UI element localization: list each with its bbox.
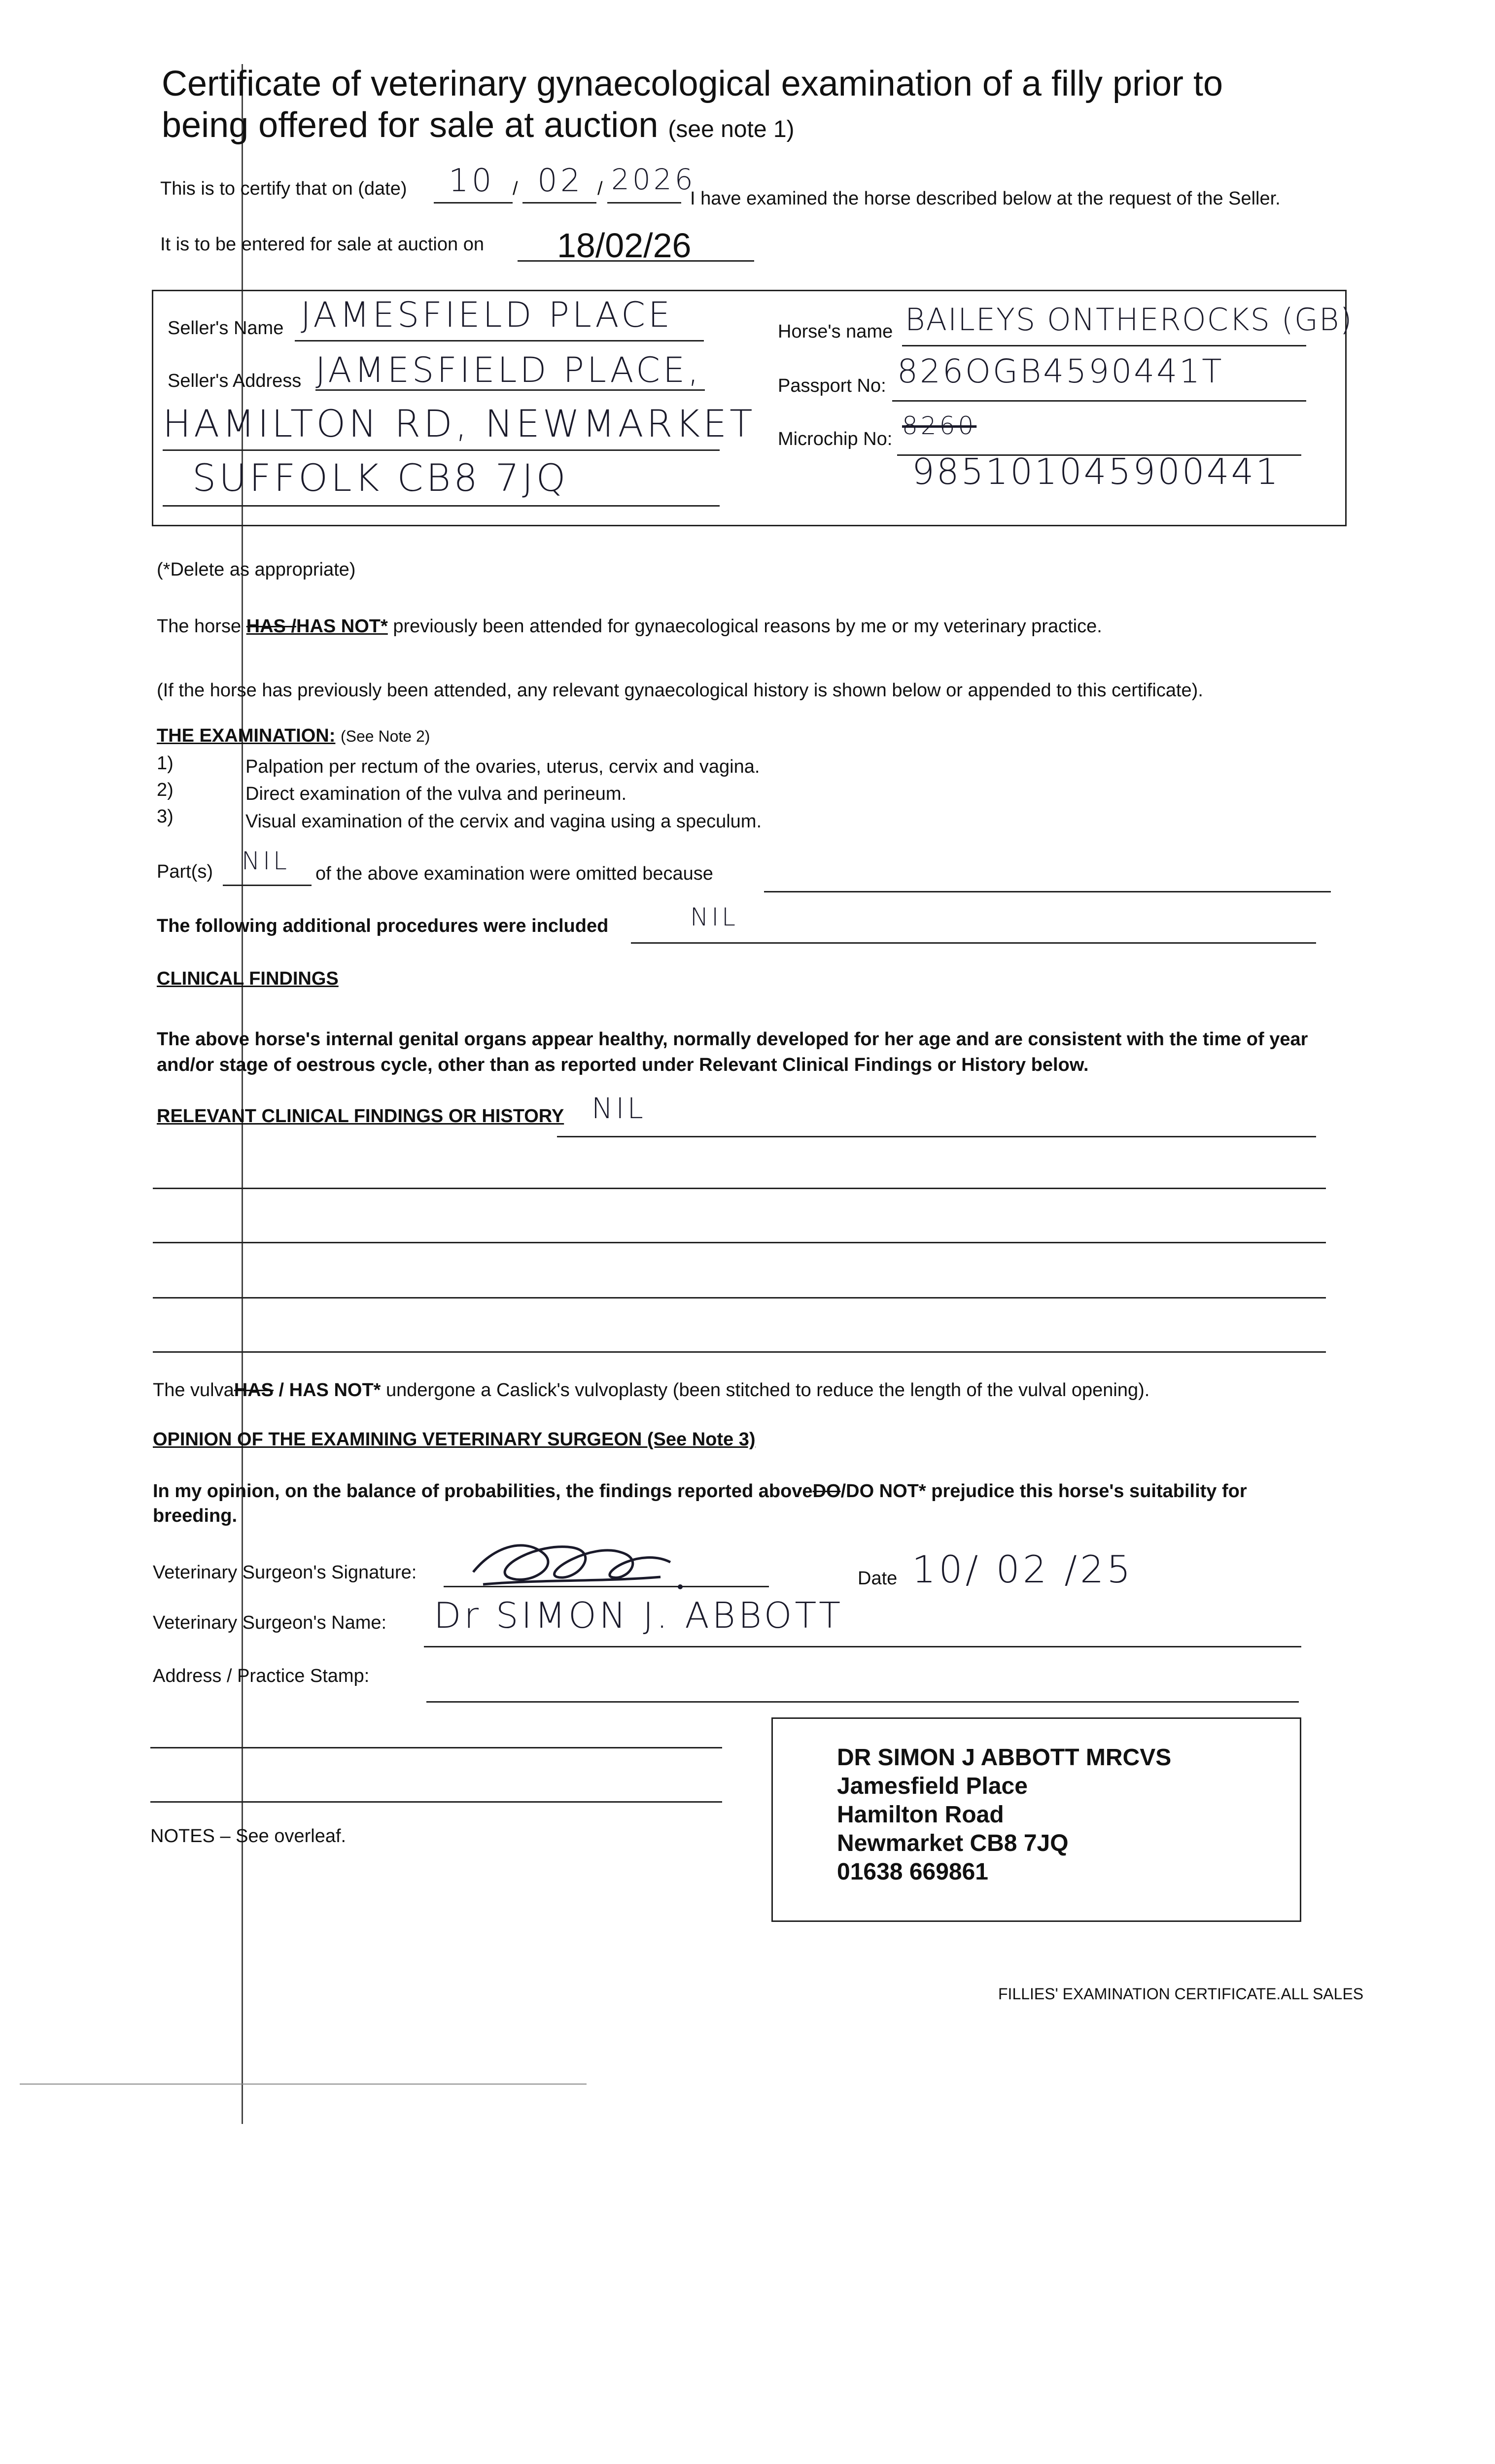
vulva-line xyxy=(153,1380,1149,1401)
relevant-line-3 xyxy=(153,1297,1326,1299)
auction-date: 18/02/26 xyxy=(557,226,692,265)
opinion-line2: breeding. xyxy=(153,1506,238,1526)
exam-item-1-num: 1) xyxy=(157,753,174,774)
parts-suffix: of the above examination were omitted because xyxy=(315,863,713,884)
exam-item-2-text: Direct examination of the vulva and perineum. xyxy=(245,784,627,804)
seller-address-value1: JAMESFIELD PLACE, xyxy=(315,350,702,390)
stamp-line4: Newmarket CB8 7JQ xyxy=(837,1830,1069,1856)
vulva-prefix: The vulva xyxy=(153,1380,234,1401)
date-label: Date xyxy=(858,1568,898,1589)
stamp-line3: Hamilton Road xyxy=(837,1802,1004,1828)
scan-edge-line xyxy=(20,2084,587,2085)
certify-year: 2026 xyxy=(611,163,696,196)
relevant-line-0 xyxy=(557,1136,1316,1137)
seller-name-value: JAMESFIELD PLACE xyxy=(301,295,673,335)
exam-heading-text: THE EXAMINATION: xyxy=(157,725,336,746)
attended-suffix: previously been attended for gynaecological reasons by me or my veterinary practice. xyxy=(393,616,1102,637)
microchip-label: Microchip No: xyxy=(778,429,893,449)
seller-address-line2 xyxy=(163,449,720,451)
vet-name-label: Veterinary Surgeon's Name: xyxy=(153,1612,387,1633)
seller-name-line xyxy=(295,340,704,342)
seller-address-line3 xyxy=(163,505,720,507)
relevant-line-2 xyxy=(153,1242,1326,1243)
passport-line xyxy=(892,400,1306,402)
year-line xyxy=(607,202,681,204)
additional-label: The following additional procedures were included xyxy=(157,916,609,936)
exam-heading-note: (See Note 2) xyxy=(340,727,430,745)
relevant-value: NIL xyxy=(591,1092,646,1125)
examination-heading xyxy=(157,725,430,747)
vulva-has-struck: HAS xyxy=(234,1380,274,1401)
certificate-title-line1: Certificate of veterinary gynaecological examination of a filly prior to xyxy=(162,64,1223,103)
clinical-heading: CLINICAL FINDINGS xyxy=(157,968,339,989)
attended-prefix: The horse xyxy=(157,616,242,637)
additional-line xyxy=(631,942,1316,944)
seller-address-label: Seller's Address xyxy=(168,371,302,391)
title-text: being offered for sale at auction xyxy=(162,105,659,145)
month-line xyxy=(522,202,596,204)
certificate-title-line2 xyxy=(162,104,795,150)
exam-item-3-num: 3) xyxy=(157,806,174,827)
day-line xyxy=(434,202,513,204)
attended-line xyxy=(157,616,1102,637)
notes: NOTES – See overleaf. xyxy=(150,1826,347,1847)
exam-item-3-text: Visual examination of the cervix and vagina using a speculum. xyxy=(245,811,762,832)
opinion-suffix: /DO NOT* prejudice this horse's suitability for xyxy=(840,1481,1247,1502)
certify-day: 10 xyxy=(449,163,495,199)
signature-scribble xyxy=(463,1518,700,1597)
horse-name-value: BAILEYS ONTHEROCKS (GB) xyxy=(905,302,1353,338)
parts-line xyxy=(223,885,312,886)
seller-address-value2: HAMILTON RD, NEWMARKET xyxy=(163,402,756,445)
title-note: (see note 1) xyxy=(668,116,795,142)
history-note: (If the horse has previously been attended, any relevant gynaecological history is shown below or appended to this certificate). xyxy=(157,680,1203,701)
relevant-line-4 xyxy=(153,1351,1326,1353)
relevant-line-1 xyxy=(153,1188,1326,1189)
address-line-2 xyxy=(150,1747,722,1748)
horse-name-label: Horse's name xyxy=(778,321,893,342)
stamp-line5: 01638 669861 xyxy=(837,1859,988,1885)
seller-name-label: Seller's Name xyxy=(168,318,284,339)
address-line-3 xyxy=(150,1801,722,1803)
signature-label: Veterinary Surgeon's Signature: xyxy=(153,1562,417,1583)
signature-date: 10/ 02 /25 xyxy=(912,1547,1134,1591)
vet-name-value: Dr SIMON J. ABBOTT xyxy=(434,1595,844,1636)
delete-note: (*Delete as appropriate) xyxy=(157,559,356,580)
microchip-struck: 8260 xyxy=(902,411,977,440)
certify-month: 02 xyxy=(537,163,584,199)
vulva-suffix: undergone a Caslick's vulvoplasty (been stitched to reduce the length of the vulval opening). xyxy=(386,1380,1150,1401)
relevant-label: RELEVANT CLINICAL FINDINGS OR HISTORY xyxy=(157,1106,564,1127)
clinical-statement-line1: The above horse's internal genital organs appear healthy, normally developed for her age and are consistent with the time of year xyxy=(157,1029,1308,1050)
vulva-has-not: / HAS NOT* xyxy=(278,1380,381,1401)
vet-name-line xyxy=(424,1646,1301,1647)
opinion-do-struck: DO xyxy=(812,1481,841,1502)
opinion-prefix: In my opinion, on the balance of probabilities, the findings reported above xyxy=(153,1481,813,1502)
attended-has-not: HAS NOT* xyxy=(296,616,388,637)
parts-value: NIL xyxy=(242,847,290,875)
exam-item-1-text: Palpation per rectum of the ovaries, uterus, cervix and vagina. xyxy=(245,756,760,777)
footer-text: FILLIES' EXAMINATION CERTIFICATE.ALL SALES xyxy=(998,1985,1364,2003)
address-line-1 xyxy=(426,1701,1299,1703)
address-stamp-label: Address / Practice Stamp: xyxy=(153,1666,370,1686)
passport-label: Passport No: xyxy=(778,376,886,396)
opinion-line1 xyxy=(153,1481,1247,1502)
attended-has-struck: HAS / xyxy=(246,616,297,637)
stamp-line2: Jamesfield Place xyxy=(837,1773,1028,1799)
parts-reason-line xyxy=(764,891,1331,892)
certify-suffix: I have examined the horse described below at the request of the Seller. xyxy=(690,188,1281,209)
parts-prefix: Part(s) xyxy=(157,861,213,882)
additional-value: NIL xyxy=(690,903,739,931)
passport-value: 826OGB4590441T xyxy=(897,352,1224,390)
microchip-value: 985101045900441 xyxy=(912,451,1281,492)
seller-address-value3: SUFFOLK CB8 7JQ xyxy=(192,456,569,500)
exam-item-2-num: 2) xyxy=(157,780,174,800)
clinical-statement-line2: and/or stage of oestrous cycle, other than as reported under Relevant Clinical Findings or History below. xyxy=(157,1055,1089,1075)
certify-prefix: This is to certify that on (date) xyxy=(160,178,407,199)
horse-name-line xyxy=(902,345,1306,346)
stamp-line1: DR SIMON J ABBOTT MRCVS xyxy=(837,1745,1172,1771)
auction-label: It is to be entered for sale at auction on xyxy=(160,234,484,255)
opinion-heading: OPINION OF THE EXAMINING VETERINARY SURGEON (See Note 3) xyxy=(153,1429,756,1450)
practice-stamp-box xyxy=(771,1717,1301,1922)
